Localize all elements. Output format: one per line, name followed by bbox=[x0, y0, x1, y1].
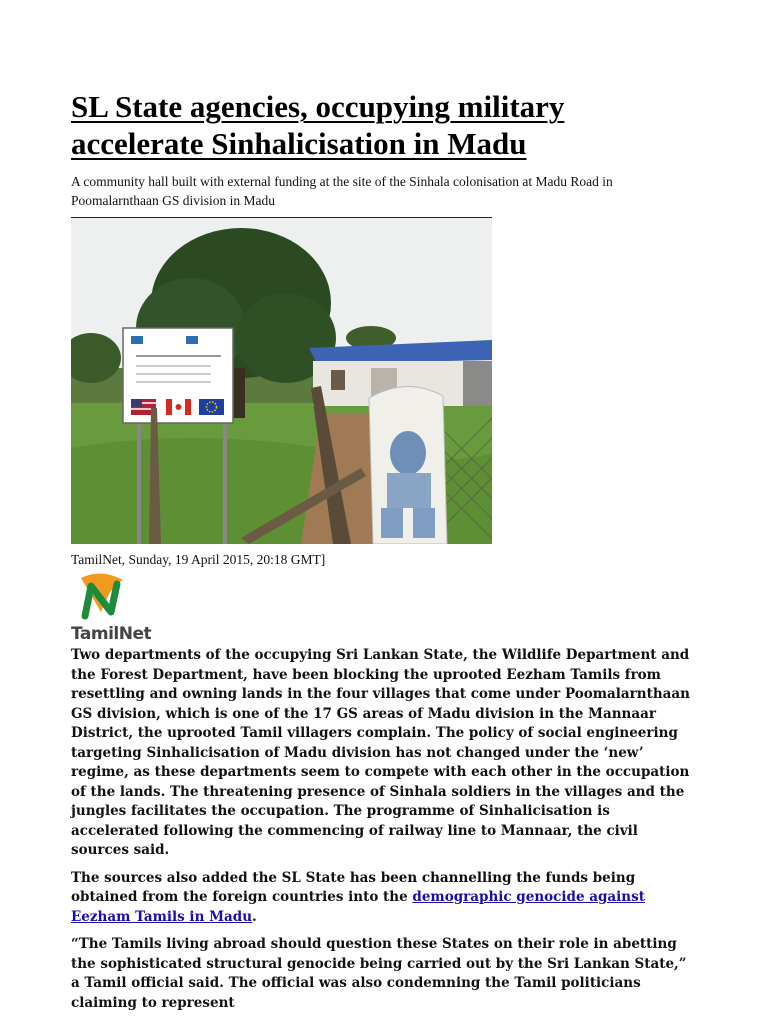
tamilnet-logo bbox=[71, 572, 161, 644]
article-photo bbox=[71, 217, 492, 544]
community-hall-photo bbox=[71, 218, 492, 544]
article-title: SL State agencies, occupying military accelerate Sinhalicisation in Madu bbox=[71, 89, 565, 161]
paragraph-2-end: . bbox=[252, 908, 257, 925]
article bbox=[71, 88, 696, 1013]
photo-caption: A community hall built with external funding at the site of the Sinhala colonisation at Madu Road in Poomalarnthaan GS division in Madu bbox=[71, 174, 613, 208]
tamilnet-logo-icon bbox=[71, 572, 131, 627]
article-paragraph-2 bbox=[71, 869, 691, 928]
paragraph-2-text: The sources also added the SL State has been channelling the funds being obtained from the foreign countries into the bbox=[71, 869, 636, 905]
article-paragraph-1: Two departments of the occupying Sri Lankan State, the Wildlife Department and the Forest Department, have been blocking the uprooted Eezham Tamils from resettling and owning lands in the four villages that come under Poomalarnthaan GS division, which is one of the 17 GS areas of Madu division in the Mannaar District, the uprooted Tamil villagers complain. The policy of social engineering targeting Sinhalicisation of Madu division has not changed under the ‘new’ regime, as these departments seem to compete with each other in the occupation of the lands. The threatening presence of Sinhala soldiers in the villages and the jungles facilitates the occupation. The programme of Sinhalicisation is accelerated following the commencing of railway line to Mannaar, the civil sources said. bbox=[71, 647, 690, 858]
article-paragraph-3: “The Tamils living abroad should question these States on their role in abetting the sophisticated structural genocide being carried out by the Sri Lankan State,” a Tamil official said. The official was also condemning the Tamil politicians claiming to represent bbox=[71, 936, 687, 1011]
demographic-genocide-link[interactable]: demographic genocide against Eezham Tamils in Madu bbox=[71, 889, 645, 925]
byline: TamilNet, Sunday, 19 April 2015, 20:18 GMT] bbox=[71, 552, 326, 567]
tamilnet-logo-text: TamilNet bbox=[71, 624, 152, 644]
